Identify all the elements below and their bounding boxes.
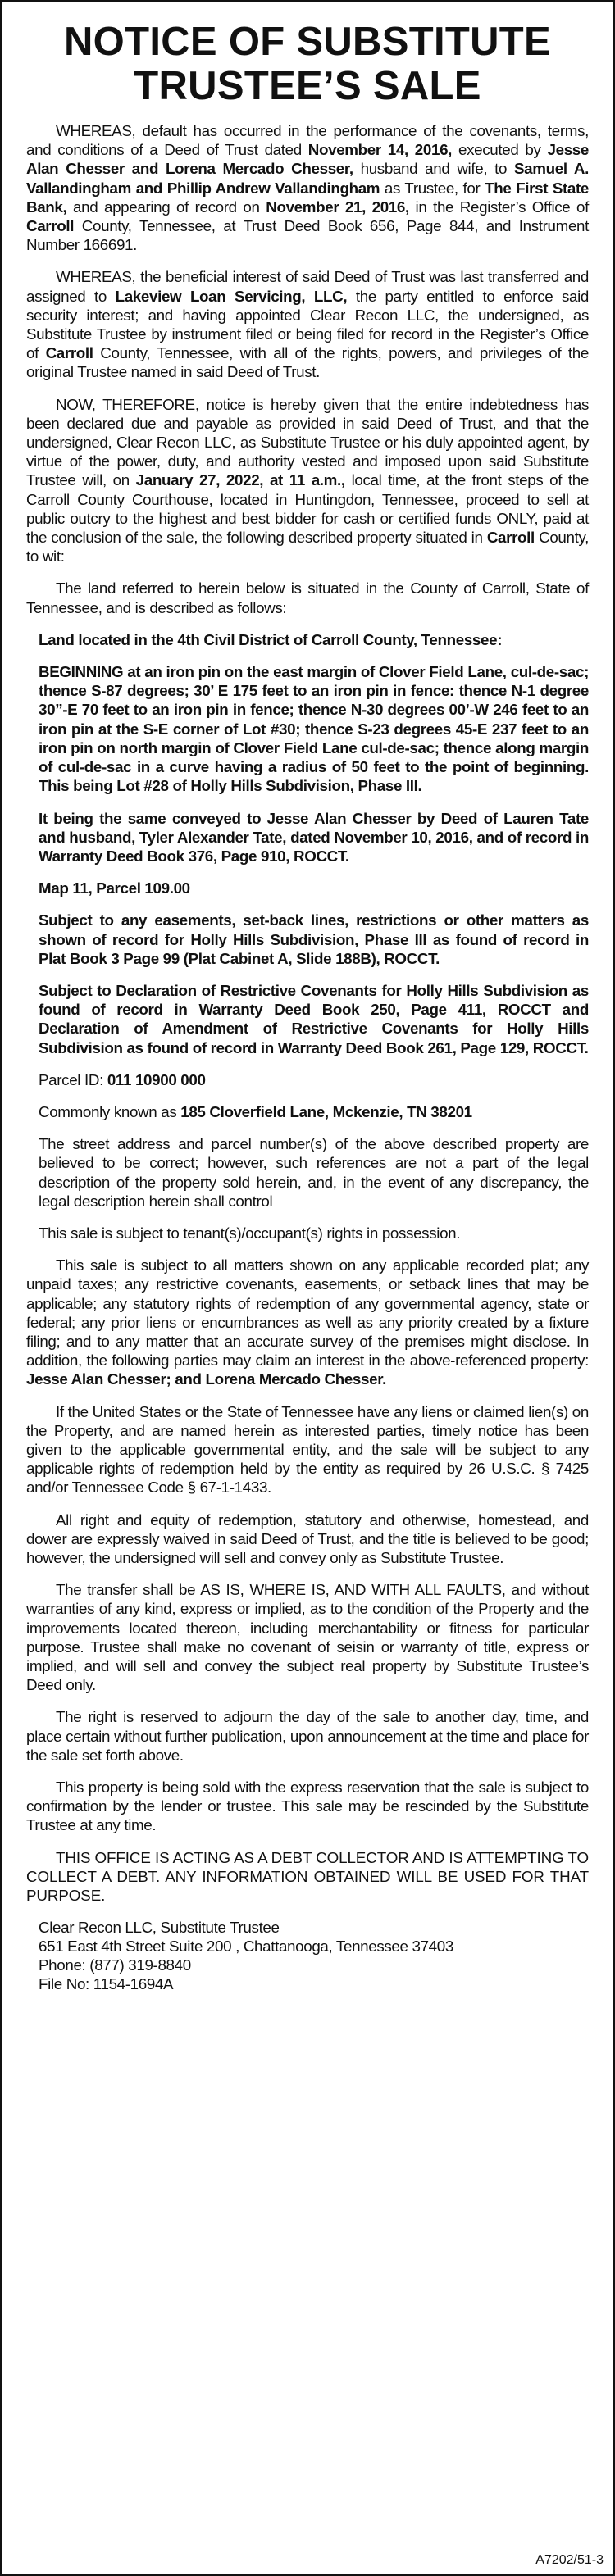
ad-code: A7202/51-3: [535, 2553, 604, 2567]
title-line-2: TRUSTEE’S SALE: [134, 64, 481, 108]
legal-location: Land located in the 4th Civil District of Carroll County, Tennessee:: [39, 630, 503, 648]
text: local time, at the front steps of the Carroll County Courthouse, located in Huntingdon, Tennessee, proceed to sell at public outcry to the highest and best bidder for cash or certified funds ONLY, paid at the conclusion of the sale, the following described property situated in: [26, 471, 589, 547]
deed-date: November 14, 2016,: [308, 141, 453, 159]
trustee-contact: [26, 1918, 589, 1993]
legal-conveyance: It being the same conveyed to Jesse Alan Chesser by Deed of Lauren Tate and husband, Tyler Alexander Tate, dated November 10, 2016, and of record in Warranty Deed Book 376, Page 910, ROCCT.: [39, 809, 589, 865]
paragraph-rescind: This property is being sold with the express reservation that the sale is subject to confirmation by the lender or trustee. This sale may be rescinded by the Substitute Trustee at any time.: [26, 1779, 589, 1834]
assignee-name: Lakeview Loan Servicing, LLC,: [115, 287, 348, 305]
legal-easements: Subject to any easements, set-back lines, restrictions or other matters as shown of record for Holly Hills Subdivision, Phase III as found of record in Plat Book 3 Page 99 (Plat Cabinet A, Slide 188B), ROCCT.: [39, 911, 589, 967]
paragraph-land-intro: The land referred to herein below is situated in the County of Carroll, State of Tennessee, and is described as follows:: [26, 579, 589, 616]
original-trustees: Samuel A. Vallandingham and Phillip Andrew Vallandingham: [26, 160, 589, 197]
lender-name: The First State Bank,: [26, 179, 590, 216]
text: as Trustee, for: [380, 179, 485, 197]
text: WHEREAS, the beneficial interest of said Deed of Trust was last transferred and assigned to: [26, 268, 589, 305]
interested-parties: Jesse Alan Chesser; and Lorena Mercado Chesser.: [26, 1370, 387, 1388]
paragraph-debt-collector: THIS OFFICE IS ACTING AS A DEBT COLLECTOR AND IS ATTEMPTING TO COLLECT A DEBT. ANY INFORMATION OBTAINED WILL BE USED FOR THAT PURPOSE.: [26, 1848, 589, 1905]
legal-covenants: Subject to Declaration of Restrictive Covenants for Holly Hills Subdivision as found of record in Warranty Deed Book 250, Page 411, ROCCT and Declaration of Amendment of Restrictive Covenants for Holly Hills Subdivision as found of record in Warranty Deed Book 261, Page 129, ROCCT.: [39, 981, 589, 1056]
text: executed by: [452, 141, 548, 159]
known-as-label: Commonly known as: [39, 1102, 181, 1120]
parcel-id: [26, 1070, 589, 1089]
county-name: Carroll: [26, 217, 75, 235]
paragraph-assignment: [26, 267, 589, 381]
parcel-value: 011 10900 000: [107, 1070, 206, 1088]
trustee-phone: Phone: (877) 319-8840: [39, 1956, 191, 1974]
county-name: Carroll: [45, 344, 93, 362]
sale-date: January 27, 2022, at 11 a.m.,: [135, 471, 345, 489]
notice-body: [26, 121, 589, 1993]
paragraph-as-is: The transfer shall be AS IS, WHERE IS, AND WITH ALL FAULTS, and without warranties of any kind, express or implied, as to the condition of the Property and the improvements located thereon, including merchantability or fitness for particular purpose. Trustee shall make no covenant of seisin or warranty of title, express or implied, and will sell and convey the subject real property by Substitute Trustee’s Deed only.: [26, 1581, 589, 1694]
county-name: Carroll: [486, 529, 535, 547]
paragraph-subject-to: [26, 1256, 589, 1388]
paragraph-adjourn: The right is reserved to adjourn the day of the sale to another day, time, and place certain without further publication, upon announcement at the time and place for the sale set forth above.: [26, 1708, 589, 1764]
paragraph-redemption: All right and equity of redemption, statutory and otherwise, homestead, and dower are expressly waived in said Deed of Trust, and the title is believed to be good; however, the undersigned will sell and convey only as Substitute Trustee.: [26, 1511, 589, 1566]
text: County, Tennessee, at Trust Deed Book 656, Page 844, and Instrument Number 166691.: [26, 217, 589, 254]
paragraph-government-liens: If the United States or the State of Tennessee have any liens or claimed lien(s) on the Property, and are named herein as interested parties, timely notice has been given to the applicable governmental entity, and the sale will be subject to any applicable rights of redemption held by the entity as required by 26 U.S.C. § 7425 and/or Tennessee Code § 67-1-1433.: [26, 1402, 589, 1497]
legal-description: BEGINNING at an iron pin on the east margin of Clover Field Lane, cul-de-sac; thence S-87 degrees; 30’ E 175 feet to an iron pin in fence: thence N-1 degree 30’’-E 70 feet to an iron pin in fence; thence N-30 degrees 00’-W 246 feet to an iron pin at the S-E corner of Lot #30; thence S-23 degrees 45-E 237 feet to an iron pin on north margin of Clover Field Lane cul-de-sac; thence along margin of cul-de-sac in a curve having a radius of 50 feet to the point of beginning. This being Lot #28 of Holly Hills Subdivision, Phase III.: [39, 663, 589, 795]
text: in the Register’s Office of: [408, 198, 590, 216]
parcel-label: Parcel ID:: [39, 1070, 107, 1088]
text: County, Tennessee, with all of the rights, powers, and privileges of the original Trustee named in said Deed of Trust.: [26, 344, 589, 381]
text: This sale is subject to all matters shown on any applicable recorded plat; any unpaid taxes; any restrictive covenants, easements, or setback lines that may be applicable; any statutory rights of redemption of any governmental agency, state or federal; any prior liens or encumbrances as well as any priority created by a fixture filing; and to any matter that an accurate survey of the premises might disclose. In addition, the following parties may claim an interest in the above-referenced property:: [26, 1256, 589, 1370]
text: WHEREAS, default has occurred in the performance of the covenants, terms, and conditions of a Deed of Trust dated: [26, 122, 589, 159]
trustee-address: 651 East 4th Street Suite 200 , Chattanooga, Tennessee 37403: [39, 1938, 453, 1956]
text: and appearing of record on: [66, 198, 266, 216]
property-address: 185 Cloverfield Lane, Mckenzie, TN 38201: [180, 1102, 472, 1120]
legal-map-parcel: Map 11, Parcel 109.00: [39, 879, 190, 897]
title-line-1: NOTICE OF SUBSTITUTE: [64, 20, 551, 64]
text: County, to wit:: [26, 529, 589, 566]
text: NOW, THEREFORE, notice is hereby given that the entire indebtedness has been declared due and payable as provided in said Deed of Trust, and that the undersigned, Clear Recon LLC, as Substitute Trustee or his duly appointed agent, by virtue of the power, duty, and authority vested and imposed upon said Substitute Trustee will, on: [26, 395, 589, 489]
text: husband and wife, to: [353, 160, 514, 178]
file-number: File No: 1154-1694A: [39, 1975, 174, 1993]
paragraph-default: [26, 121, 589, 254]
known-as: [26, 1102, 589, 1121]
text: the party entitled to enforce said security interest; and having appointed Clear Recon LLC, the undersigned, as Substitute Trustee by instrument filed or being filed for record in the Register’s Office of: [26, 287, 590, 362]
record-date: November 21, 2016,: [266, 198, 409, 216]
paragraph-address-disclaimer: The street address and parcel number(s) of the above described property are believed to be correct; however, such references are not a part of the legal description of the property sold herein, and, in the event of any discrepancy, the legal description herein shall control: [39, 1135, 589, 1210]
trustee-name: Clear Recon LLC, Substitute Trustee: [39, 1919, 280, 1937]
notice-title: [26, 20, 589, 108]
paragraph-sale-notice: [26, 395, 589, 566]
executors: Jesse Alan Chesser and Lorena Mercado Chesser,: [26, 141, 589, 178]
paragraph-tenants: This sale is subject to tenant(s)/occupant(s) rights in possession.: [39, 1224, 461, 1242]
